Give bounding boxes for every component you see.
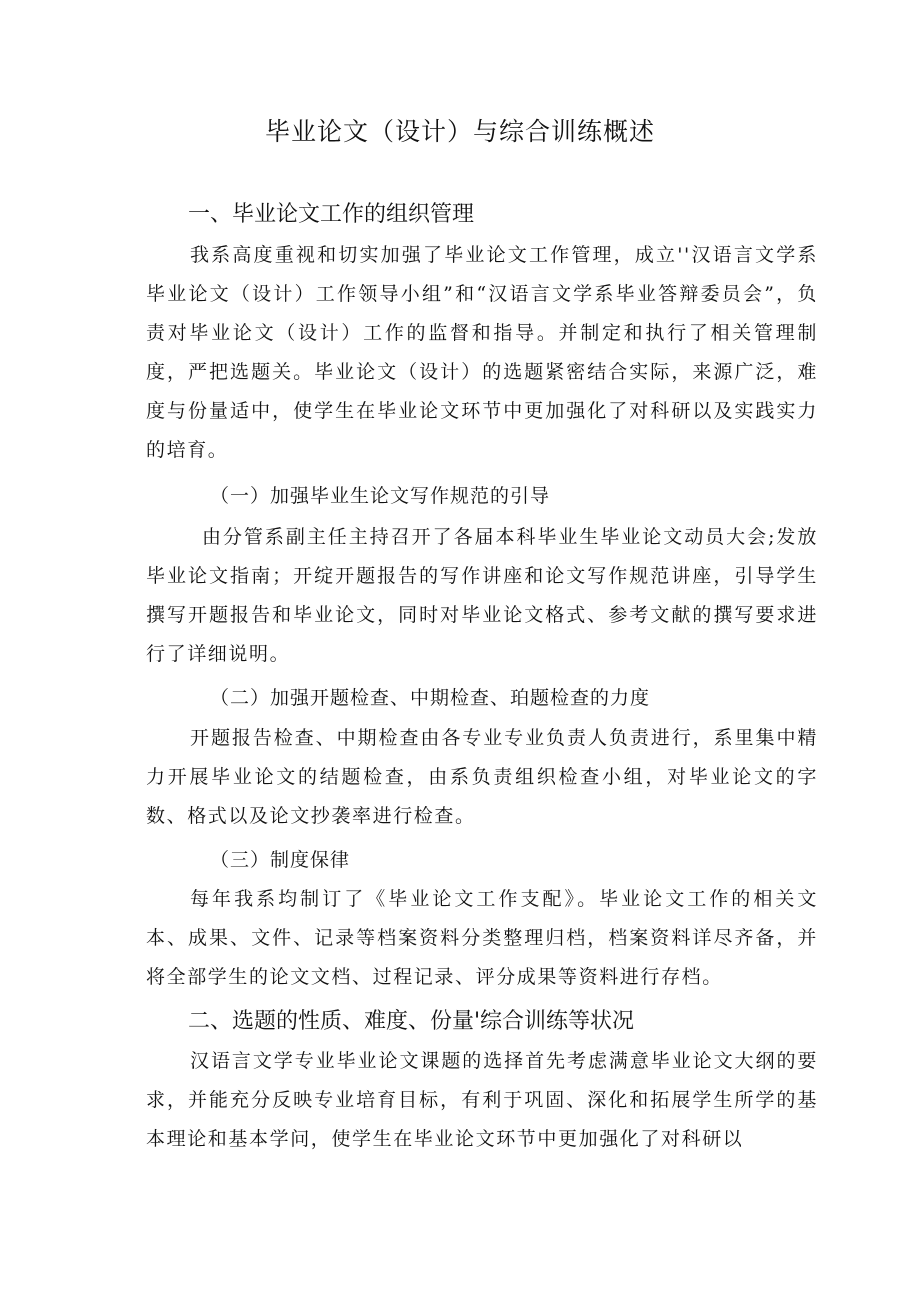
section2-paragraph: 汉语言文学专业毕业论文课题的选择首先考虑满意毕业论文大纲的要求，并能充分反映专业培育目标，有利于巩固、深化和拓展学生所学的基本理论和基本学问，使学生在毕业论文环节中更加强化了对科研以 [146,1050,818,1150]
section-heading-2: 二、选题的性质、难度、份量'综合训练等状况 [188,1009,635,1034]
subsection-heading-3: （三）制度保律 [210,849,351,871]
subsection-heading-1: （一）加强毕业生论文写作规范的引导 [210,485,551,507]
document-title: 毕业论文（设计）与综合训练概述 [264,117,655,146]
subsection-heading-2: （二）加强开题检查、中期检查、珀题检查的力度 [210,687,651,709]
subsection3-paragraph: 每年我系均制订了《毕业论文工作支配》。毕业论文工作的相关文本、成果、文件、记录等档案资料分类整理归档，档案资料详尽齐备，并将全部学生的论文文档、过程记录、评分成果等资料进行存档。 [146,888,818,988]
subsection1-paragraph: 由分管系副主任主持召开了各届本科毕业生毕业论文动员大会;发放毕业论文指南；开绽开题报告的写作讲座和论文写作规范讲座，引导学生撰写开题报告和毕业论文，同时对毕业论文格式、参考文献的撰写要求进行了详细说明。 [146,526,818,665]
section1-intro-paragraph: 我系高度重视和切实加强了毕业论文工作管理，成立''汉语言文学系毕业论文（设计）工作领导小组”和“汉语言文学系毕业答辩委员会”，负责对毕业论文（设计）工作的监督和指导。并制定和执行了相关管理制度，严把选题关。毕业论文（设计）的选题紧密结合实际，来源广泛，难度与份量适中，使学生在毕业论文环节中更加强化了对科研以及实践实力的培育。 [146,244,818,461]
section-heading-1: 一、毕业论文工作的组织管理 [188,202,475,227]
subsection2-paragraph: 开题报告检查、中期检查由各专业专业负责人负责进行，系里集中精力开展毕业论文的结题检查，由系负责组织检查小组，对毕业论文的字数、格式以及论文抄袭率进行检查。 [146,727,818,827]
